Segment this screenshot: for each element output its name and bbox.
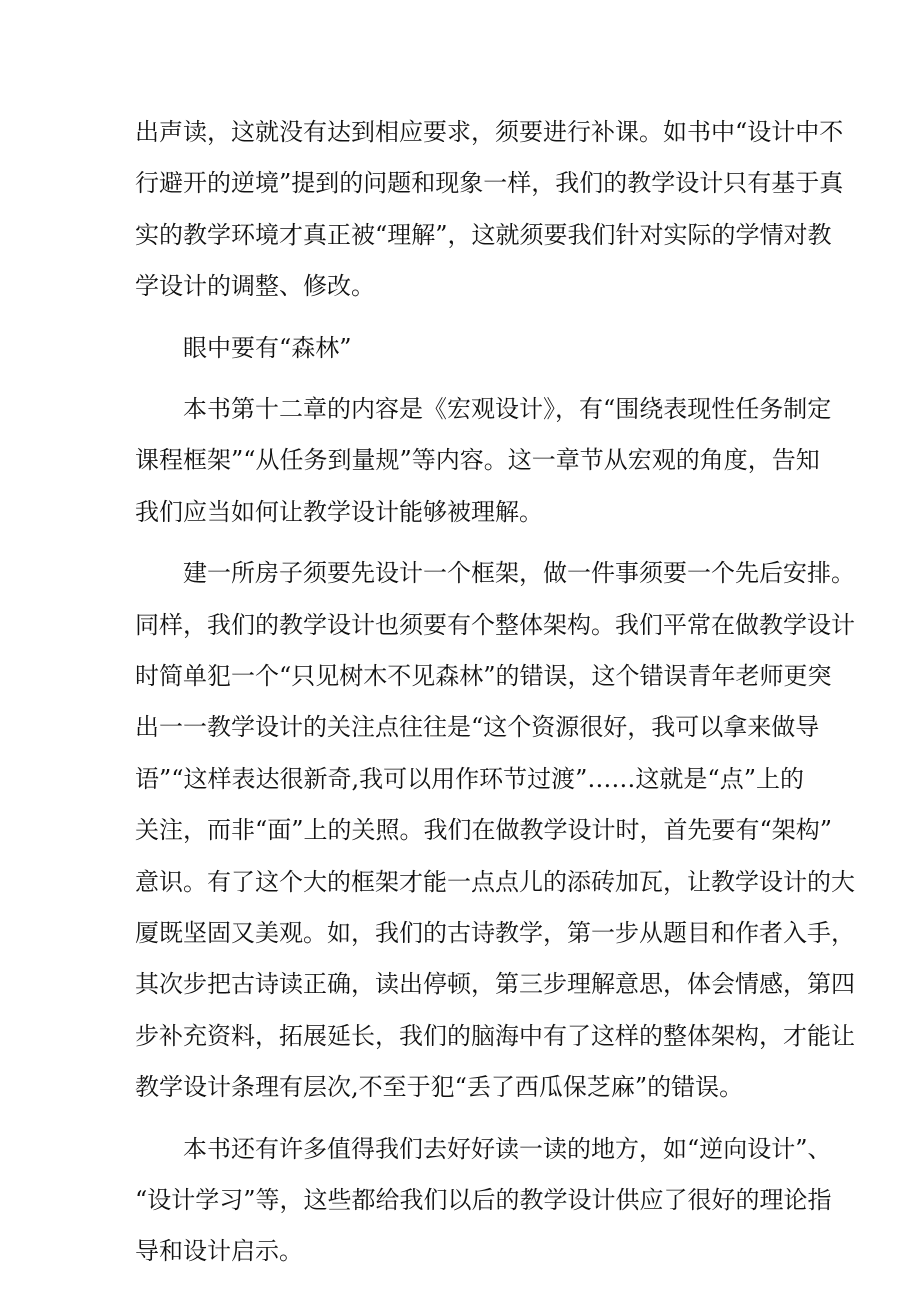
text-line: 实的教学环境才真正被“理解”，这就须要我们针对实际的学情对教 [135, 221, 832, 249]
text-line: 步补充资料，拓展延长，我们的脑海中有了这样的整体架构，才能让 [135, 1022, 855, 1050]
text-line: 教学设计条理有层次,不至于犯“丢了西瓜保芝麻”的错误。 [135, 1073, 744, 1101]
text-line: 建一所房子须要先设计一个框架，做一件事须要一个先后安排。 [183, 559, 855, 587]
text-line: 本书第十二章的内容是《宏观设计》，有“围绕表现性任务制定 [183, 395, 832, 423]
text-line: 导和设计启示。 [135, 1237, 303, 1265]
text-line: 出一一教学设计的关注点往往是“这个资源很好，我可以拿来做导 [135, 713, 820, 741]
text-line: 意识。有了这个大的框架才能一点点儿的添砖加瓦，让教学设计的大 [135, 868, 855, 896]
text-line: 行避开的逆境”提到的问题和现象一样，我们的教学设计只有基于真 [135, 169, 844, 197]
text-line: 时简单犯一个“只见树木不见森林”的错误，这个错误青年老师更突 [135, 662, 832, 690]
text-line: 同样，我们的教学设计也须要有个整体架构。我们平常在做教学设计 [135, 611, 855, 639]
text-line: 语”“这样表达很新奇,我可以用作环节过渡”……这就是“点”上的 [135, 765, 804, 793]
text-line: 课程框架”“从任务到量规”等内容。这一章节从宏观的角度，告知 [135, 446, 820, 474]
text-line: 学设计的调整、修改。 [135, 272, 375, 300]
text-line: 其次步把古诗读正确，读出停顿，第三步理解意思，体会情感，第四 [135, 970, 855, 998]
text-line: 厦既坚固又美观。如，我们的古诗教学，第一步从题目和作者入手， [135, 919, 855, 947]
text-line: 本书还有许多值得我们去好好读一读的地方，如“逆向设计”、 [183, 1135, 832, 1163]
section-heading: 眼中要有“森林” [183, 334, 352, 362]
text-line: 关注，而非“面”上的关照。我们在做教学设计时，首先要有“架构” [135, 816, 833, 844]
text-line: 我们应当如何让教学设计能够被理解。 [135, 498, 543, 526]
text-line: “设计学习”等，这些都给我们以后的教学设计供应了很好的理论指 [135, 1186, 832, 1214]
text-line: 出声读，这就没有达到相应要求，须要进行补课。如书中“设计中不 [135, 118, 844, 146]
